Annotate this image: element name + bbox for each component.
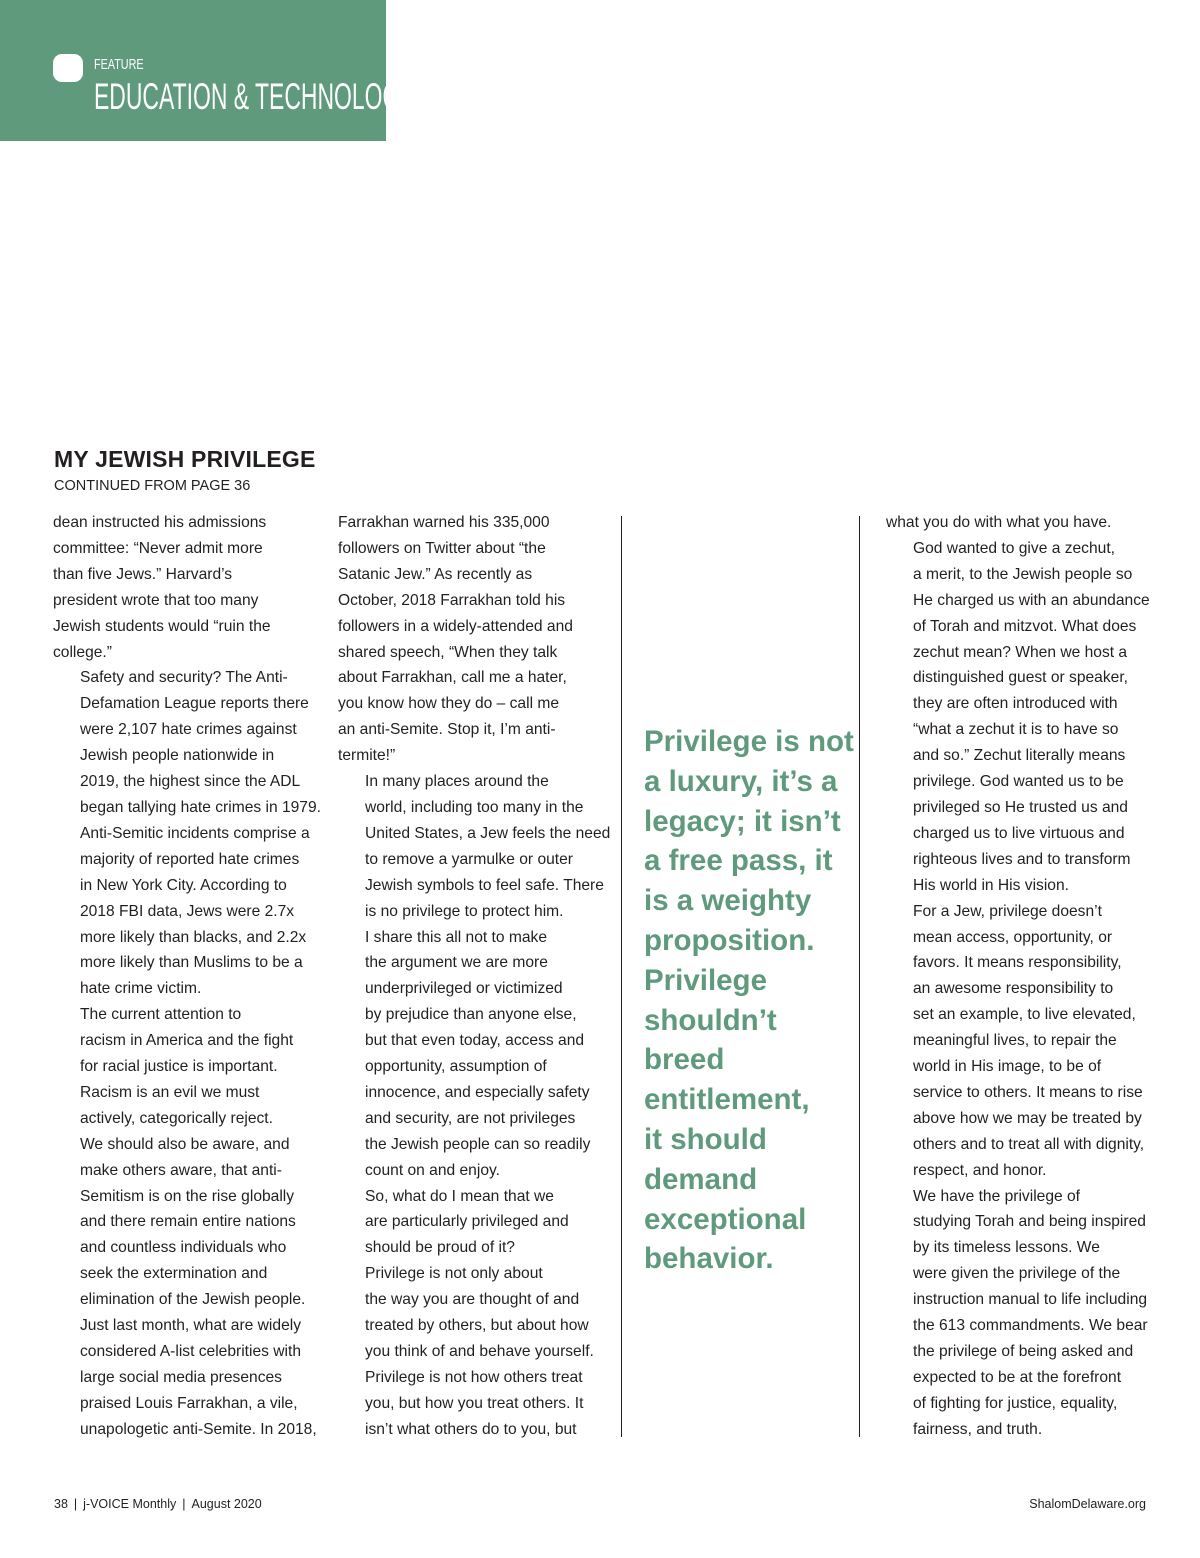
text-line: an anti-Semite. Stop it, I’m anti- [338,721,556,739]
text-line: the privilege of being asked and [913,1343,1134,1360]
article-paragraph [886,899,1152,1184]
pull-quote-line: proposition. [644,923,815,957]
text-line: majority of reported hate crimes [80,850,300,868]
text-line: opportunity, assumption of [365,1058,547,1076]
text-line: For a Jew, privilege doesn’t [913,902,1102,920]
text-line: United States, a Jew feels the need [365,824,611,842]
article-paragraph [338,1184,602,1262]
text-line: the 613 commandments. We bear [913,1317,1148,1335]
text-line: to remove a yarmulke or outer [365,850,574,868]
text-line: by prejudice than anyone else, [365,1006,577,1024]
text-line: distinguished guest or speaker, [913,669,1128,687]
article-paragraph [53,510,315,665]
text-line: Jewish people nationwide in [80,747,275,765]
text-line: of fighting for justice, equality, [913,1394,1118,1412]
pull-quote-line: breed [644,1043,725,1077]
text-line: fairness, and truth. [913,1420,1043,1438]
text-line: world, including too many in the [365,798,584,816]
text-line: Jewish symbols to feel safe. There [365,876,604,894]
text-line: Satanic Jew.” As recently as [338,565,533,583]
text-line: innocence, and especially safety [365,1083,590,1101]
text-line: Privilege is not how others treat [365,1368,583,1386]
text-line: the Jewish people can so readily [365,1135,591,1153]
text-line: Farrakhan warned his 335,000 [338,514,550,531]
article-column-3 [886,510,1152,1443]
text-line: than five Jews.” Harvard’s [53,565,233,583]
text-line: zechut mean? When we host a [913,643,1128,661]
text-line: make others aware, that anti- [80,1161,282,1179]
footer-separator: | [182,1497,186,1511]
article-paragraph [338,510,602,769]
text-line: racism in America and the fight [80,1032,294,1050]
text-line: respect, and honor. [913,1161,1047,1179]
pull-quote-line: a luxury, it’s a [644,764,838,798]
text-line: of Torah and mitzvot. What does [913,617,1137,635]
text-line: they are often introduced with [913,695,1118,713]
text-line: We have the privilege of [913,1187,1081,1205]
column-divider [621,516,622,1437]
text-line: you, but how you treat others. It [365,1394,584,1412]
text-line: set an example, to live elevated, [913,1006,1136,1024]
text-line: Defamation League reports there [80,695,309,713]
text-line: hate crime victim. [80,980,202,998]
page-number: 38 [54,1497,68,1511]
text-line: are particularly privileged and [365,1213,569,1231]
pull-quote-line: Privilege [644,963,767,997]
text-line: followers in a widely-attended and [338,617,573,635]
article-headline: MY JEWISH PRIVILEGE [54,446,316,472]
text-line: God wanted to give a zechut, [913,539,1115,557]
text-line: and security, are not privileges [365,1109,576,1127]
text-line: meaningful lives, to repair the [913,1032,1117,1050]
article-paragraph [338,925,602,1184]
text-line: Semitism is on the rise globally [80,1187,295,1205]
footer-separator: | [73,1497,78,1511]
text-line: were given the privilege of the [913,1265,1121,1283]
text-line: Safety and security? The Anti- [80,669,288,687]
text-line: a merit, to the Jewish people so [913,565,1133,583]
text-line: in New York City. According to [80,876,287,894]
text-line: above how we may be treated by [913,1109,1142,1127]
text-line: seek the extermination and [80,1265,268,1283]
text-line: considered A-list celebrities with [80,1343,302,1360]
pull-quote [644,722,854,1279]
text-line: treated by others, but about how [365,1317,589,1335]
article-column-1 [53,510,321,1443]
text-line: but that even today, access and [365,1032,585,1050]
text-line: termite!” [338,747,396,765]
article-paragraph [53,1002,315,1442]
text-line: “what a zechut it is to have so [913,721,1119,739]
text-line: expected to be at the forefront [913,1368,1122,1386]
text-line: more likely than Muslims to be a [80,954,303,972]
text-line: by its timeless lessons. We [913,1239,1100,1257]
pull-quote-line: shouldn’t [644,1003,777,1037]
text-line: So, what do I mean that we [365,1187,554,1205]
pull-quote-line: it should [644,1122,767,1156]
publication-name: j-VOICE Monthly [83,1497,177,1511]
text-line: In many places around the [365,773,549,791]
text-line: instruction manual to life including [913,1291,1148,1309]
article-paragraph [338,1261,602,1442]
pull-quote-line: Privilege is not [644,725,854,758]
article-paragraph [886,536,1152,899]
text-line: world in His image, to be of [913,1058,1102,1076]
text-line: elimination of the Jewish people. [80,1291,306,1309]
pull-quote-line: is a weighty [644,884,812,918]
text-line: what you do with what you have. [886,514,1112,531]
text-line: about Farrakhan, call me a hater, [338,669,567,687]
text-line: dean instructed his admissions [53,514,267,531]
text-line: charged us to live virtuous and [913,824,1125,842]
text-line: for racial justice is important. [80,1058,278,1076]
text-line: isn’t what others do to you, but [365,1420,577,1438]
text-line: Jewish students would “ruin the [53,617,271,635]
section-badge-icon [53,54,83,82]
article-paragraph [886,510,1152,536]
pull-quote-line: demand [644,1162,758,1196]
article-column-2 [338,510,611,1443]
text-line: The current attention to [80,1006,242,1024]
text-line: 2018 FBI data, Jews were 2.7x [80,902,295,920]
text-line: president wrote that too many [53,591,259,609]
text-line: We should also be aware, and [80,1135,290,1153]
text-line: Just last month, what are widely [80,1317,302,1335]
text-line: privileged so He trusted us and [913,798,1128,816]
text-line: October, 2018 Farrakhan told his [338,591,566,609]
issue-date: August 2020 [191,1497,262,1511]
text-line: large social media presences [80,1368,282,1386]
text-line: privilege. God wanted us to be [913,773,1124,791]
text-line: Privilege is not only about [365,1265,543,1283]
text-line: 2019, the highest since the ADL [80,773,301,791]
section-header-band [0,0,416,141]
text-line: studying Torah and being inspired [913,1213,1146,1231]
text-line: and there remain entire nations [80,1213,296,1231]
article-paragraph [53,665,321,1002]
text-line: count on and enjoy. [365,1161,500,1179]
footer-folio [54,1497,262,1511]
column-divider [859,516,860,1437]
text-line: began tallying hate crimes in 1979. [80,798,321,816]
section-title: EDUCATION & TECHNOLOGY [94,76,416,117]
text-line: you think of and behave yourself. [365,1343,594,1360]
text-line: righteous lives and to transform [913,850,1131,868]
text-line: underprivileged or victimized [365,980,563,998]
text-line: college.” [53,643,112,661]
text-line: followers on Twitter about “the [338,539,546,557]
text-line: I share this all not to make [365,928,548,946]
pull-quote-line: exceptional [644,1202,807,1236]
text-line: shared speech, “When they talk [338,643,558,661]
text-line: the way you are thought of and [365,1291,580,1309]
text-line: others and to treat all with dignity, [913,1135,1145,1153]
article-paragraph [886,1184,1152,1443]
text-line: actively, categorically reject. [80,1109,273,1127]
text-line: praised Louis Farrakhan, a vile, [80,1394,298,1412]
pull-quote-line: legacy; it isn’t [644,804,841,838]
text-line: and so.” Zechut literally means [913,747,1126,765]
pull-quote-line: a free pass, it [644,844,833,878]
text-line: His world in His vision. [913,876,1069,894]
text-line: were 2,107 hate crimes against [80,721,297,739]
website-link[interactable]: ShalomDelaware.org [1029,1497,1146,1511]
continued-from-note: CONTINUED FROM PAGE 36 [54,478,251,494]
text-line: service to others. It means to rise [913,1083,1143,1101]
text-line: unapologetic anti-Semite. In 2018, [80,1420,317,1438]
text-line: mean access, opportunity, or [913,928,1113,946]
text-line: and countless individuals who [80,1239,287,1257]
article-paragraph [338,769,611,924]
text-line: Racism is an evil we must [80,1083,260,1101]
pull-quote-line: behavior. [644,1242,774,1276]
text-line: the argument we are more [365,954,548,972]
text-line: Anti-Semitic incidents comprise a [80,824,310,842]
text-line: an awesome responsibility to [913,980,1114,998]
text-line: favors. It means responsibility, [913,954,1122,972]
text-line: more likely than blacks, and 2.2x [80,928,307,946]
text-line: He charged us with an abundance [913,591,1150,609]
text-line: you know how they do – call me [338,695,560,713]
text-line: should be proud of it? [365,1239,515,1257]
text-line: committee: “Never admit more [53,539,263,557]
pull-quote-line: entitlement, [644,1083,810,1117]
section-kicker: FEATURE [94,56,144,73]
text-line: is no privilege to protect him. [365,902,564,920]
